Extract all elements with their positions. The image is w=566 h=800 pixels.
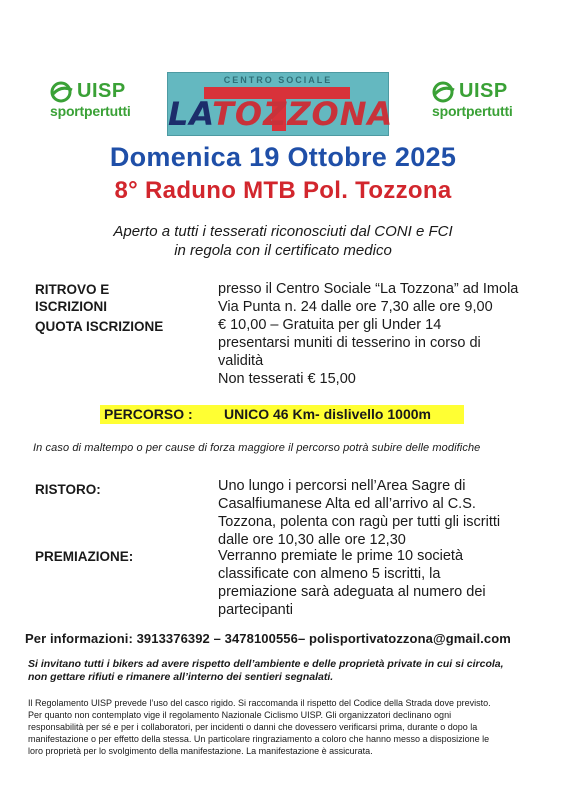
ritrovo-label-line-1: RITROVO E <box>35 282 110 297</box>
percorso-label: PERCORSO : <box>104 406 193 422</box>
tozzona-banner-logo <box>167 72 394 136</box>
regulation-line-2: Per quanto non contemplato vige il regolamento Nazionale Ciclismo UISP. Gli organizzatori declinano ogni <box>28 710 452 720</box>
premiazione-value-line-3: premiazione sarà adeguata al numero dei <box>218 584 486 600</box>
premiazione-value-line-2: classificate con almeno 5 iscritti, la <box>218 566 441 582</box>
contact-info: Per informazioni: 3913376392 – 3478100556– polisportivatozzona@gmail.com <box>25 631 511 646</box>
premiazione-label: PREMIAZIONE: <box>35 549 134 564</box>
event-title: 8° Raduno MTB Pol. Tozzona <box>114 177 452 204</box>
uisp-emblem-icon <box>50 81 76 103</box>
ristoro-label: RISTORO: <box>35 482 101 497</box>
uisp-logo-word: UISP <box>459 80 508 102</box>
respect-notice-line-1: Si invitano tutti i bikers ad avere rispetto dell’ambiente e delle proprietà private in cui si circola, <box>28 658 504 670</box>
uisp-logo-sub: sportpertutti <box>50 103 131 119</box>
premiazione-value-line-4: partecipanti <box>218 602 293 618</box>
eligibility-note <box>0 222 566 260</box>
event-date: Domenica 19 Ottobre 2025 <box>109 142 457 172</box>
ritrovo-value-line-1: presso il Centro Sociale “La Tozzona” ad Imola <box>218 281 519 297</box>
uisp-logo-sub: sportpertutti <box>432 103 513 119</box>
ritrovo-label <box>35 281 109 315</box>
percorso-value: UNICO 46 Km- dislivello 1000m <box>224 406 431 422</box>
regulation-line-5: loro proprietà per lo svolgimento della manifestazione. La manifestazione è assicurata. <box>28 746 373 756</box>
regulation-line-3: responsabilità per sé e per i collaboratori, per incidenti o danni che dovessero verificarsi prima, durante o dopo la <box>28 722 478 732</box>
eligibility-line-1: Aperto a tutti i tesserati riconosciuti dal CONI e FCI <box>113 223 453 240</box>
ristoro-value-line-3: Tozzona, polenta con ragù per tutti gli iscritti <box>218 514 501 530</box>
premiazione-value <box>218 547 538 619</box>
ritrovo-label-line-2: ISCRIZIONI <box>35 299 108 314</box>
ritrovo-value <box>218 280 538 316</box>
banner-text-tozzona: TOZZONA <box>212 95 394 133</box>
premiazione-value-line-1: Verranno premiate le prime 10 società <box>218 548 464 564</box>
quota-value <box>218 316 538 388</box>
quota-value-line-4: Non tesserati € 15,00 <box>218 371 356 387</box>
uisp-logo-right <box>432 80 532 124</box>
quota-value-line-3: validità <box>218 353 264 369</box>
quota-value-line-1: € 10,00 – Gratuita per gli Under 14 <box>218 317 442 333</box>
quota-label: QUOTA ISCRIZIONE <box>35 319 164 334</box>
regulation-text <box>28 697 550 757</box>
banner-logo-text <box>168 95 394 133</box>
regulation-line-1: Il Regolamento UISP prevede l’uso del casco rigido. Si raccomanda il rispetto del Codice della Strada dove previsto. <box>28 698 491 708</box>
ristoro-value-line-2: Casalfiumanese Alta ed all’arrivo al C.S. <box>218 496 476 512</box>
banner-text-la: LA <box>168 95 213 133</box>
ristoro-value-line-4: dalle ore 10,30 alle ore 12,30 <box>218 532 406 548</box>
ristoro-value-line-1: Uno lungo i percorsi nell’Area Sagre di <box>218 478 466 494</box>
ritrovo-value-line-2: Via Punta n. 24 dalle ore 7,30 alle ore 9,00 <box>218 299 493 315</box>
regulation-line-4: manifestazione o per effetto della stessa. Un particolare ringraziamento a coloro che hanno messo a disposizione le <box>28 734 490 744</box>
uisp-emblem-icon <box>432 81 458 103</box>
respect-notice <box>28 658 548 684</box>
eligibility-line-2: in regola con il certificato medico <box>174 242 392 259</box>
weather-note: In caso di maltempo o per cause di forza maggiore il percorso potrà subire delle modifiche <box>33 442 481 454</box>
ristoro-value <box>218 477 538 549</box>
quota-value-line-2: presentarsi muniti di tesserino in corso di <box>218 335 481 351</box>
uisp-logo-left <box>50 80 150 124</box>
uisp-logo-word: UISP <box>77 80 126 102</box>
banner-top-text: CENTRO SOCIALE <box>223 75 333 85</box>
respect-notice-line-2: non gettare rifiuti e rimanere all’interno dei sentieri segnalati. <box>28 671 334 683</box>
